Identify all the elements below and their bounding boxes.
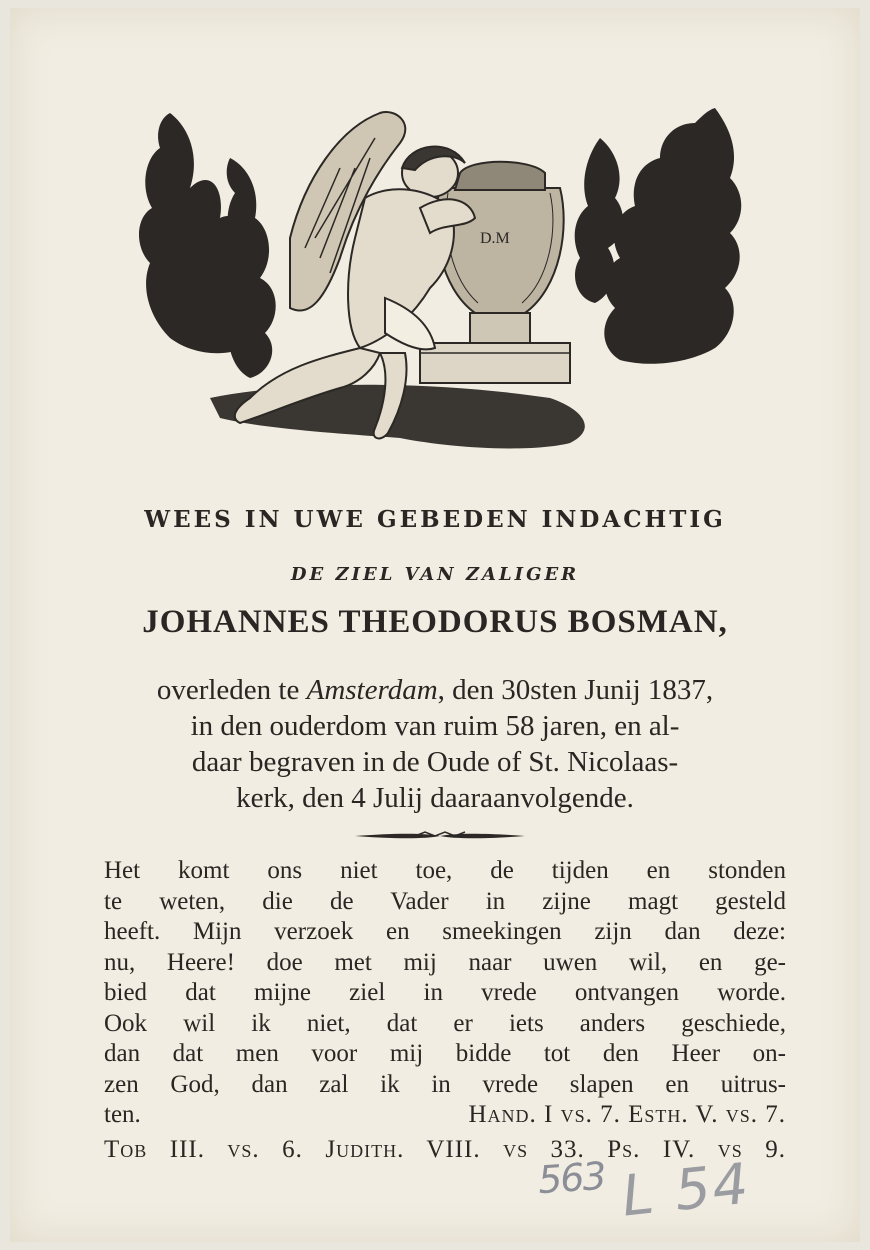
verse-line [104,1100,786,1131]
notice-text: , den 30sten Junij 1837, [437,674,714,706]
pencil-inscription: L 54 [618,1151,754,1230]
notice-text: overleden te [156,674,307,706]
notice-line: daar begraven in de Oude of St. Nicolaas- [191,746,679,778]
verse-line: zen God, dan zal ik in vrede slapen en uitrus- [104,1070,786,1098]
heading-soul-of: DE ZIEL VAN ZALIGER [290,564,580,585]
verse-line: Ook wil ik niet, dat er iets anders geschiede, [104,1009,786,1037]
mourning-angel-illustration [130,98,750,468]
verse-end: ten. [104,1101,141,1128]
verse-line: nu, Heere! doe met mij naar uwen wil, en ge- [104,948,786,976]
verse-line: Het komt ons niet toe, de tijden en stonden [104,857,786,884]
heading-remember: WEES IN UWE GEBEDEN INDACHTIG [144,506,726,533]
notice-line [70,672,800,708]
verse-line: dan dat men voor mij bidde tot den Heer on- [104,1040,786,1067]
urn-inscription: D.M [480,230,510,247]
scripture-references: Tob III. vs. 6. Judith. VIII. vs 33. Ps. IV. vs 9. [104,1136,786,1163]
pencil-inscription: 563 [536,1153,606,1203]
ornamental-divider [355,830,525,842]
deceased-name: JOHANNES THEODORUS BOSMAN, [142,604,728,640]
scripture-passage [104,856,786,1131]
verse-line: te weten, die de Vader in zijne magt gesteld [104,887,786,915]
right-foliage [575,108,742,364]
verse-line: bied dat mijne ziel in vrede ontvangen worde. [104,979,786,1006]
verse-reference: Hand. I vs. 7. Esth. V. vs. 7. [468,1101,786,1128]
notice-line: in den ouderdom van ruim 58 jaren, en al- [190,710,680,742]
left-foliage [139,113,276,378]
memorial-card [10,8,860,1242]
verse-line: heeft. Mijn verzoek en smeekingen zijn dan deze: [104,918,786,945]
notice-city: Amsterdam [306,674,438,706]
death-notice [70,672,800,816]
notice-line: kerk, den 4 Julij daaraanvolgende. [236,782,634,814]
